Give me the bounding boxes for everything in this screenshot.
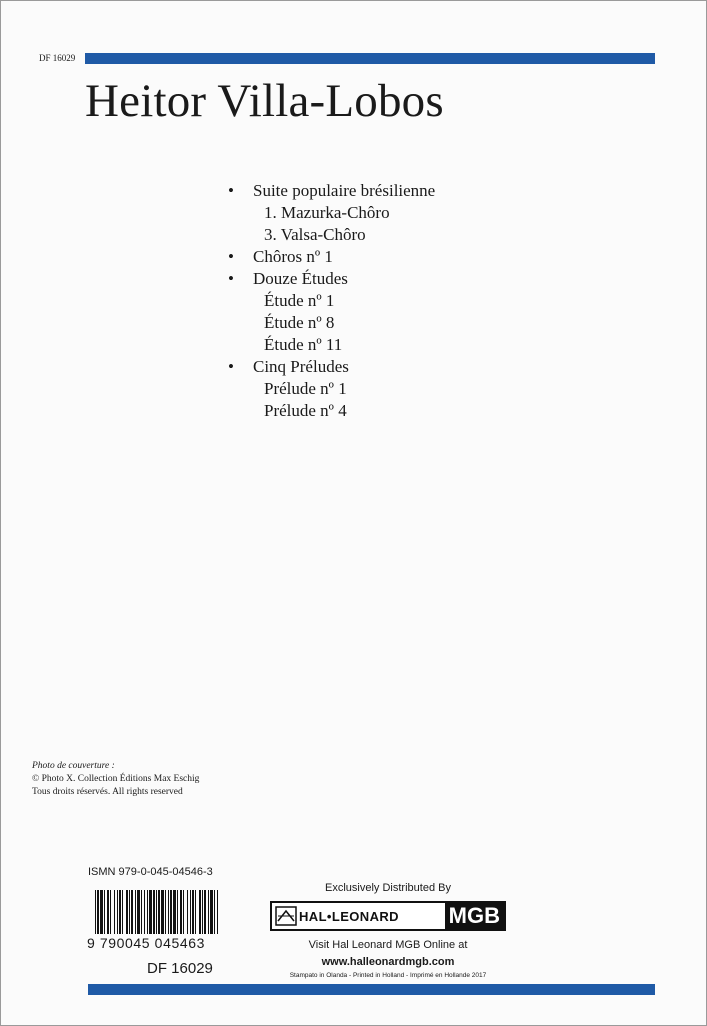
barcode-digits: 9 790045 045463 bbox=[87, 935, 205, 951]
barcode-bar bbox=[131, 890, 133, 934]
barcode-bar bbox=[195, 890, 196, 934]
barcode-bar bbox=[199, 890, 201, 934]
logo-left-panel bbox=[272, 903, 445, 929]
barcode-bar bbox=[173, 890, 176, 934]
bullet: • bbox=[228, 247, 234, 266]
hal-leonard-icon bbox=[275, 906, 297, 926]
barcode-bar bbox=[104, 890, 105, 934]
barcode-bar bbox=[158, 890, 160, 934]
work-movement: Étude nº 8 bbox=[264, 313, 335, 332]
barcode-bar bbox=[214, 890, 215, 934]
work-movement: Prélude nº 1 bbox=[264, 379, 347, 398]
work-movement: Étude nº 11 bbox=[264, 335, 343, 354]
work-title bbox=[228, 180, 435, 202]
barcode-bar bbox=[95, 890, 96, 934]
photo-credits bbox=[32, 760, 199, 799]
credits-heading: Photo de couverture : bbox=[32, 761, 115, 771]
barcode-bar bbox=[137, 890, 140, 934]
barcode-bar bbox=[144, 890, 145, 934]
barcode-bar bbox=[126, 890, 128, 934]
barcode-bar bbox=[129, 890, 130, 934]
work-movement: Prélude nº 4 bbox=[264, 401, 347, 420]
barcode-bar bbox=[119, 890, 121, 934]
barcode-bar bbox=[153, 890, 155, 934]
barcode-bar bbox=[170, 890, 172, 934]
work-group bbox=[228, 246, 435, 268]
bullet: • bbox=[228, 181, 234, 200]
credits-line: © Photo X. Collection Éditions Max Eschig bbox=[32, 774, 200, 784]
barcode-bar bbox=[135, 890, 136, 934]
barcode-bar bbox=[165, 890, 166, 934]
work-title-text: Cinq Préludes bbox=[253, 357, 349, 376]
barcode-bar bbox=[180, 890, 182, 934]
catalog-number-top: DF 16029 bbox=[39, 53, 76, 63]
barcode-bar bbox=[107, 890, 109, 934]
barcode-graphic bbox=[95, 890, 219, 934]
barcode-bar bbox=[141, 890, 142, 934]
distributor-heading: Exclusively Distributed By bbox=[325, 882, 451, 894]
logo-text: HAL•LEONARD bbox=[299, 908, 399, 924]
work-title bbox=[228, 356, 435, 378]
barcode-bar bbox=[202, 890, 203, 934]
bullet: • bbox=[228, 357, 234, 376]
website-url: www.halleonardmgb.com bbox=[321, 956, 455, 968]
credits-line: Tous droits réservés. All rights reserved bbox=[32, 787, 183, 797]
barcode-bar bbox=[168, 890, 169, 934]
barcode-bar bbox=[210, 890, 213, 934]
barcode-bar bbox=[147, 890, 148, 934]
barcode-bar bbox=[190, 890, 191, 934]
top-blue-bar bbox=[85, 53, 655, 64]
barcode-bar bbox=[177, 890, 178, 934]
catalog-number-bottom: DF 16029 bbox=[147, 960, 213, 977]
work-group bbox=[228, 356, 435, 422]
bottom-blue-bar bbox=[88, 984, 655, 995]
composer-name: Heitor Villa-Lobos bbox=[85, 75, 444, 127]
barcode-bar bbox=[122, 890, 123, 934]
hal-leonard-mgb-logo bbox=[270, 901, 506, 931]
barcode-bar bbox=[149, 890, 152, 934]
barcode-bar bbox=[161, 890, 164, 934]
barcode-bar bbox=[110, 890, 111, 934]
barcode-bar bbox=[117, 890, 118, 934]
work-title-text: Chôros nº 1 bbox=[253, 247, 333, 266]
work-title bbox=[228, 268, 435, 290]
work-title bbox=[228, 246, 435, 268]
barcode-bar bbox=[183, 890, 184, 934]
barcode-bar bbox=[114, 890, 115, 934]
barcode-bar bbox=[204, 890, 206, 934]
barcode-bar bbox=[100, 890, 103, 934]
barcode-bar bbox=[97, 890, 99, 934]
barcode-bar bbox=[156, 890, 157, 934]
printed-in-line: Stampato in Olanda - Printed in Holland - Imprimé en Hollande 2017 bbox=[289, 972, 487, 979]
distributor-block bbox=[270, 882, 506, 979]
work-title-text: Douze Études bbox=[253, 269, 348, 288]
visit-line: Visit Hal Leonard MGB Online at bbox=[308, 939, 468, 951]
barcode-bar bbox=[208, 890, 209, 934]
work-group bbox=[228, 268, 435, 356]
work-group bbox=[228, 180, 435, 246]
logo-mark: MGB bbox=[445, 903, 504, 929]
work-movement: Étude nº 1 bbox=[264, 291, 335, 310]
contents-list bbox=[228, 180, 435, 422]
isbn-number: ISMN 979-0-045-04546-3 bbox=[88, 866, 213, 878]
work-movement: 3. Valsa-Chôro bbox=[264, 225, 366, 244]
bullet: • bbox=[228, 269, 234, 288]
barcode-bar bbox=[217, 890, 218, 934]
barcode-bar bbox=[187, 890, 188, 934]
work-title-text: Suite populaire brésilienne bbox=[253, 181, 436, 200]
work-movement: 1. Mazurka-Chôro bbox=[264, 203, 390, 222]
barcode-bar bbox=[192, 890, 194, 934]
